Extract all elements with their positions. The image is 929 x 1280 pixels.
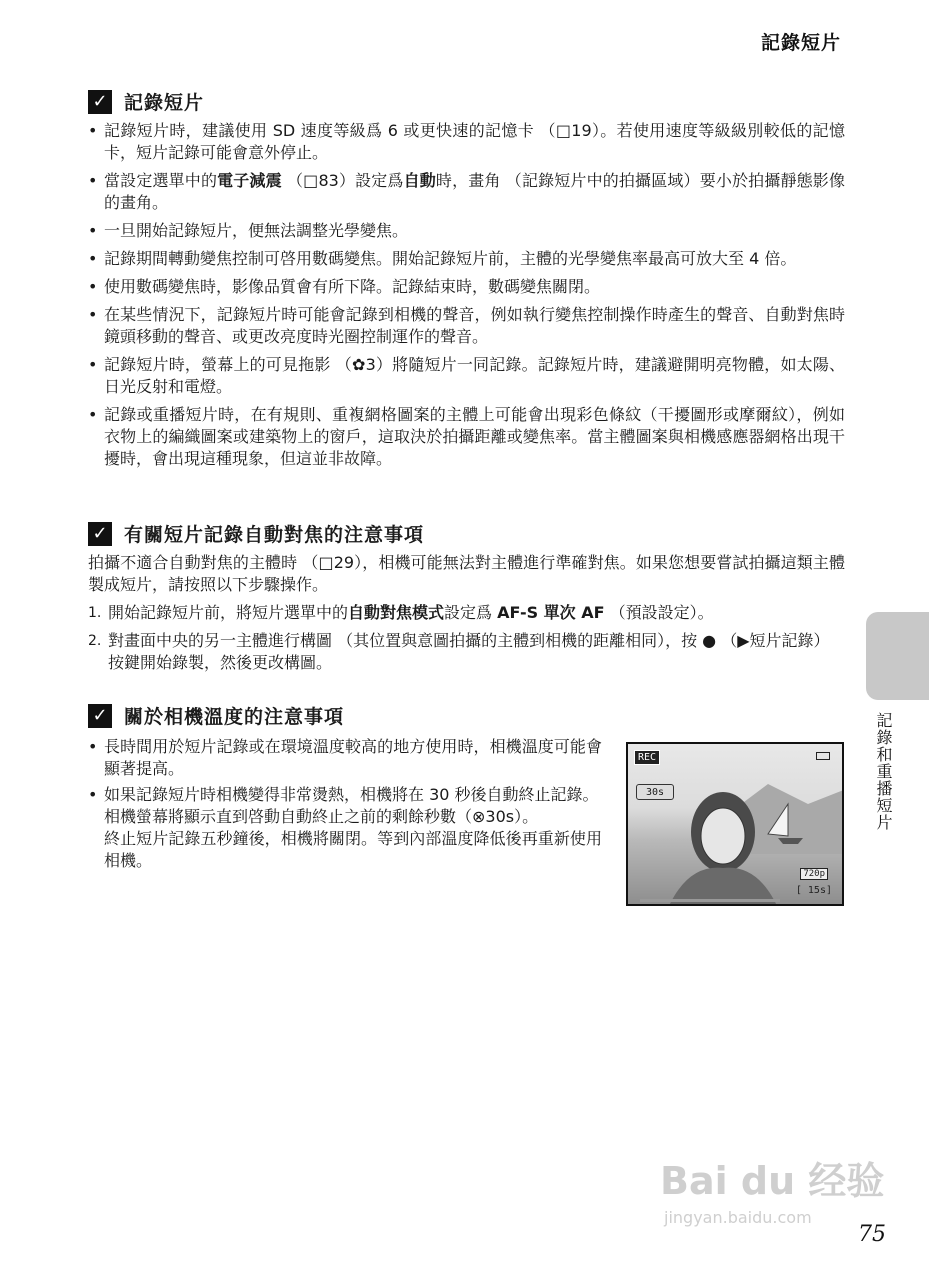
record-progress-bar [640,899,780,902]
checkmark-icon: ✓ [88,90,112,114]
camera-screen-illustration [626,742,844,906]
list-item: • 使用數碼變焦時，影像品質會有所下降。記錄結束時，數碼變焦關閉。 [88,277,601,296]
shake-icon: ✿ [351,355,366,374]
section-heading-camera-temperature [88,702,344,729]
heading-text: 關於相機溫度的注意事項 [124,706,345,728]
list-item: • 記錄期間轉動變焦控制可啓用數碼變焦。開始記錄短片前，主體的光學變焦率最高可放大至 4 倍。 [88,249,797,268]
record-movies-list [88,120,845,476]
heading-text: 有關短片記錄自動對焦的注意事項 [124,524,425,546]
book-icon: □ [555,121,572,140]
rec-indicator: REC [634,750,660,765]
list-item: • 記錄或重播短片時，在有規則、重複網格圖案的主體上可能會出現彩色條紋（干擾圖形或摩爾紋），例如衣物上的編織圖案或建築物上的窗戶，這取決於拍攝距離或變焦率。當主體圖案與相機感應器網格出現干擾時，會出現這種現象，但這並非故障。 [88,405,845,468]
list-item: • 記錄短片時，建議使用 SD 速度等級爲 6 或更快速的記憶卡 （□19）。若使用速度等級級別較低的記憶卡，短片記錄可能會意外停止。 [88,121,845,162]
list-item: • 一旦開始記錄短片，便無法調整光學變焦。 [88,221,409,240]
checkmark-icon: ✓ [88,704,112,728]
step-item: 1. 開始記錄短片前，將短片選單中的自動對焦模式設定爲 AF-S 單次 AF （預設設定）。 [88,603,714,622]
autofocus-steps [88,602,845,680]
chapter-tab-label: 記錄和重播短片 [874,712,893,831]
list-item: • 當設定選單中的電子減震 （□83）設定爲自動時，畫角 （記錄短片中的拍攝區域）要小於拍攝靜態影像的畫角。 [88,171,845,212]
page-number: 75 [858,1222,886,1247]
watermark-url: jingyan.baidu.com [664,1208,812,1227]
section-heading-record-movies [88,88,204,115]
section-heading-autofocus-notes [88,520,424,547]
heading-text: 記錄短片 [124,92,205,114]
movie-icon: ▶ [737,631,750,650]
autofocus-intro: 拍攝不適合自動對焦的主體時 （□29），相機可能無法對主體進行準確對焦。如果您想要嘗試拍攝這類主體製成短片，請按照以下步驟操作。 [88,553,845,594]
book-icon: □ [303,171,319,190]
movie-quality-badge: 720p [800,868,828,880]
running-head: 記錄短片 [760,32,841,54]
list-item: • 在某些情況下，記錄短片時可能會記錄到相機的聲音，例如執行變焦控制操作時產生的聲音、自動對焦時鏡頭移動的聲音、或更改亮度時光圈控制運作的聲音。 [88,305,845,346]
remaining-seconds-note: 相機螢幕將顯示直到啓動自動終止之前的剩餘秒數（⊗30s）。 [104,807,539,826]
book-icon: □ [318,553,334,572]
list-item: • 長時間用於短片記錄或在環境溫度較高的地方使用時，相機溫度可能會顯著提高。 [88,737,602,778]
watermark-logo: Bai du 经验 [660,1159,885,1203]
remaining-time: [ 15s] [795,885,832,896]
temperature-warning-icon: 30s [636,784,674,800]
list-item: • 如果記錄短片時相機變得非常燙熱，相機將在 30 秒後自動終止記錄。 相機螢幕將顯示直到啓動自動終止之前的剩餘秒數（⊗30s）。 終止短片記錄五秒鐘後，相機將關閉。等到內部溫度降低後再重新使用相機。 [88,785,602,870]
chapter-tab [866,612,929,700]
list-item: • 記錄短片時，螢幕上的可見拖影 （✿3）將隨短片一同記錄。記錄短片時，建議避開明亮物體，如太陽、日光反射和電燈。 [88,355,845,396]
portrait-scene-image [628,744,844,906]
checkmark-icon: ✓ [88,522,112,546]
shutdown-note: 終止短片記錄五秒鐘後，相機將關閉。等到內部溫度降低後再重新使用相機。 [104,829,602,870]
step-item: 2. 對畫面中央的另一主體進行構圖 （其位置與意圖拍攝的主體到相機的距離相同），按 ● （▶短片記錄）按鍵開始錄製，然後更改構圖。 [88,631,830,672]
battery-icon [816,752,830,760]
thermometer-icon: ⊗ [472,807,486,826]
camera-temperature-list [88,736,602,876]
